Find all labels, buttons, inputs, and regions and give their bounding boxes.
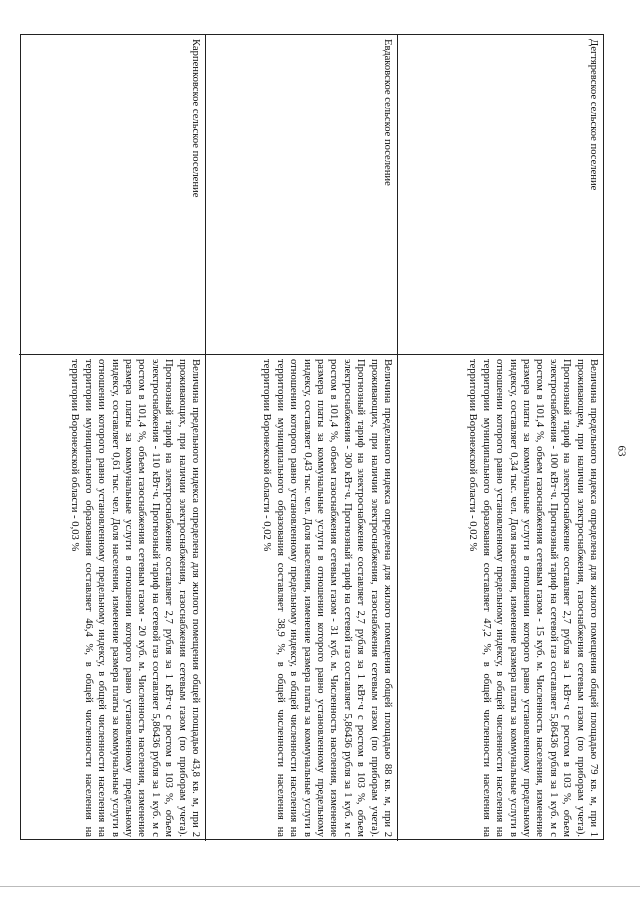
index-description-cell: Величина предельного индекса определена для жилого помещения общей площадью 43,8 кв. м, при 2 проживающих, при наличии электроснабжения, газоснабжения сетевым газом (по приборам учета). Прогнозный тариф на электроснабжение составляет 2,7 рубля за 1 кВт·ч с ростом в 103 %, объем электроснабжения - 110 кВт·ч. Прогнозный тариф на сетевой газ составляет 5,86436 рубля за 1 куб. м с ростом в 101,4 %, объем газоснабжения сетевым газом - 20 куб. м. Численность населения, изменение размера платы за коммунальные услуги в отношении которого равно установленному предельному индексу, составляет 0,61 тыс. чел. Доля населения, изменение размера платы за коммунальные услуги в отношении которого равно установленному предельному индексу, в общей численности населения на территории муниципального образования составляет 46,4 %, в общей численности населения на территории Воронежской области - 0,03 % [69, 359, 201, 837]
page-number-text: 63 [615, 445, 627, 456]
rotated-table-frame [20, 34, 604, 840]
settlement-name-cell: Дегтяревское сельское поселение [398, 35, 603, 355]
settlement-name-cell: Евдаковское сельское поселение [206, 35, 397, 355]
index-description-cell: Величина предельного индекса определена для жилого помещения общей площадью 88 кв. м, при 2 проживающих, при наличии электроснабжения, газоснабжения сетевым газом (по приборам учета). Прогнозный тариф на электроснабжение составляет 2,7 рубля за 1 кВт·ч с ростом в 103 %, объем электроснабжения - 300 кВт·ч. Прогнозный тариф на сетевой газ составляет 5,86436 рубля за 1 куб. м с ростом в 101,4 %, объем газоснабжения сетевым газом - 31 куб. м. Численность населения, изменение размера платы за коммунальные услуги в отношении которого равно установленному предельному индексу, составляет 0,43 тыс. чел. Доля населения, изменение размера платы за коммунальные услуги в отношении которого равно установленному предельному индексу, в общей численности населения на территории муниципального образования составляет 38,9 %, в общей численности населения на территории Воронежской области - 0,02 % [261, 359, 393, 837]
index-description-cell: Величина предельного индекса определена для жилого помещения общей площадью 79 кв. м, при 1 проживающем, при наличии электроснабжения, газоснабжения сетевым газом (по приборам учета). Прогнозный тариф на электроснабжение составляет 2,7 рубля за 1 кВт·ч с ростом в 103 %, объем электроснабжения - 100 кВт·ч. Прогнозный тариф на сетевой газ составляет 5,86436 рубля за 1 куб. м с ростом в 101,4 %, объем газоснабжения сетевым газом - 15 куб. м. Численность населения, изменение размера платы за коммунальные услуги в отношении которого равно установленному предельному индексу, составляет 0,34 тыс. чел. Доля населения, изменение размера платы за коммунальные услуги в отношении которого равно установленному предельному индексу, в общей численности населения на территории муниципального образования составляет 47,2 %, в общей численности населения на территории Воронежской области - 0,02 % [467, 359, 599, 837]
settlement-name-cell: Карпенковское сельское поселение [19, 35, 205, 355]
table-row [398, 35, 603, 841]
table-row [206, 35, 398, 841]
settlements-table [20, 34, 604, 840]
table-row [19, 35, 206, 841]
scan-edge-line [0, 886, 640, 887]
page-number [612, 0, 630, 901]
